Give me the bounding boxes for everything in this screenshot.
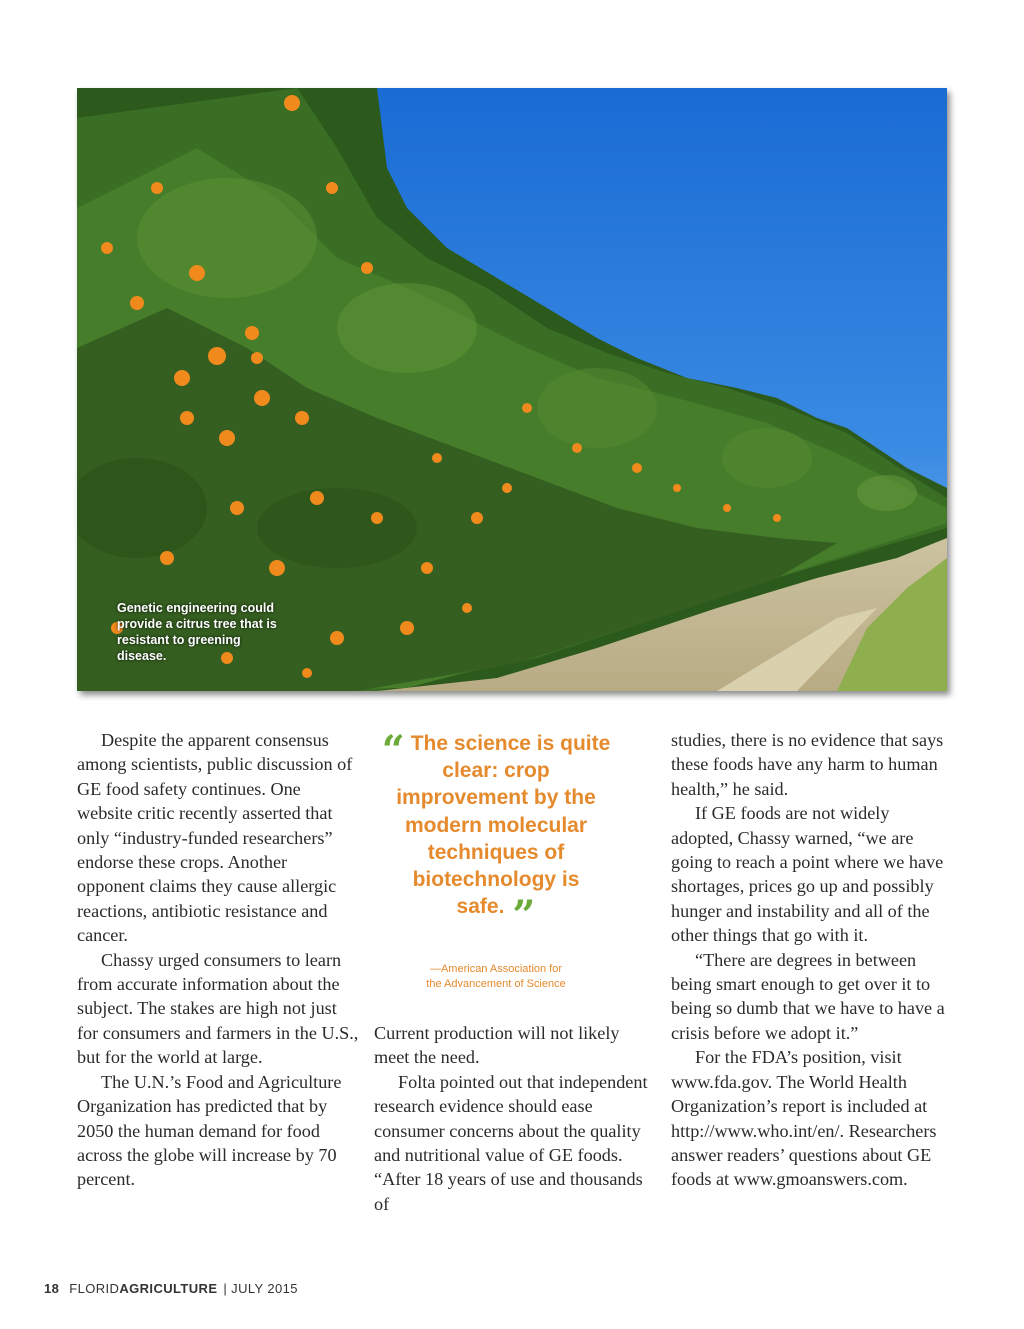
close-quote-mark: ” [512, 892, 536, 940]
footer-separator: | [223, 1281, 228, 1296]
pull-quote-attribution [394, 962, 598, 992]
article-column-3 [671, 728, 953, 1192]
page-footer [44, 1281, 298, 1296]
photo-caption: Genetic engineering could provide a citrus tree that is resistant to greening disease. [117, 601, 277, 663]
paragraph: Folta pointed out that independent research evidence should ease consumer concerns about the quality and nutritional value of GE foods. “After 18 years of use and thousands of [374, 1071, 648, 1214]
attribution-line: —American Association for [429, 963, 563, 975]
article-column-1 [77, 728, 359, 1192]
paragraph: “There are degrees in between being smart enough to get over it to being so dumb that we have to have a crisis before we adopt it.” [671, 949, 945, 1043]
magazine-name-light: FLORID [69, 1281, 120, 1296]
paragraph: If GE foods are not widely adopted, Chassy warned, “we are going to reach a point where we have shortages, prices go up and possibly hunger and instability and all of the other things that go with it. [671, 803, 944, 946]
open-quote-mark: “ [381, 727, 405, 774]
issue-date: JULY 2015 [231, 1281, 298, 1296]
paragraph: Current production will not likely meet the need. [374, 1023, 620, 1068]
citrus-grove-photo [77, 88, 947, 691]
article-column-2 [374, 1021, 656, 1216]
paragraph: For the FDA’s position, visit www.fda.gov. The World Health Organization’s report is included at http://www.who.int/en/. Researchers answer readers’ questions about GE foods at www.gmoanswers.com. [671, 1047, 937, 1190]
pull-quote-text: The science is quite clear: crop improvement by the modern molecular techniques of biotechnology is safe. [396, 732, 611, 919]
paragraph: Despite the apparent consensus among scientists, public discussion of GE food safety continues. One website critic recently asserted that only “industry-funded researchers” endorse these crops. Another opponent claims they cause allergic reactions, antibiotic resistance and cancer. [77, 730, 353, 946]
paragraph: studies, there is no evidence that says these foods have any harm to human health,” he said. [671, 730, 944, 799]
page-number: 18 [44, 1281, 60, 1296]
magazine-name-bold: AGRICULTURE [119, 1281, 218, 1296]
paragraph: Chassy urged consumers to learn from accurate information about the subject. The stakes are high not just for consumers and farmers in the U.S., but for the world at large. [77, 949, 359, 1068]
paragraph: The U.N.’s Food and Agriculture Organization has predicted that by 2050 the human demand for food across the globe will increase by 70 percent. [77, 1071, 342, 1190]
attribution-line: the Advancement of Science [426, 978, 566, 990]
pull-quote [374, 727, 618, 940]
